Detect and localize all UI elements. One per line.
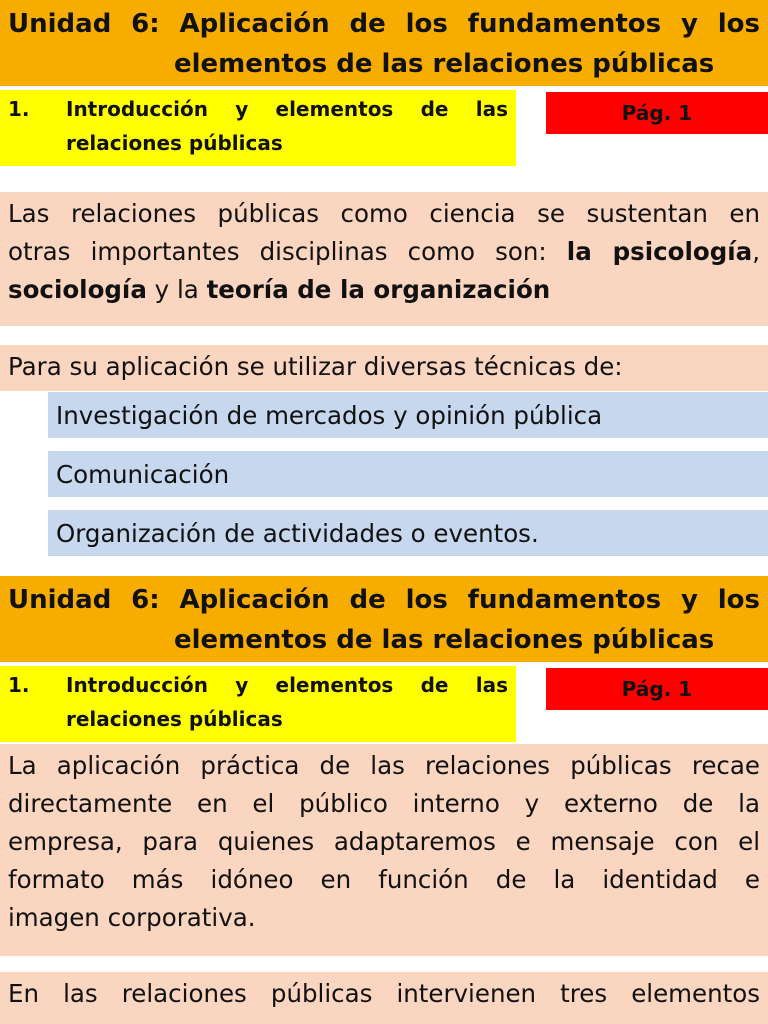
intro-line2-text: otras importantes disciplinas como son:	[8, 237, 567, 266]
technique-item: Organización de actividades o eventos.	[48, 510, 768, 556]
bold-psychology: la psicología	[566, 237, 753, 266]
elements-line: En las relaciones públicas intervienen tres elementos	[8, 979, 760, 1008]
section-heading	[0, 666, 516, 742]
intro-line3-text: y la	[146, 275, 207, 304]
unit-title-line1: Unidad 6: Aplicación de los fundamentos y los	[8, 9, 760, 39]
section-number: 1.	[8, 673, 30, 697]
application-line: formato más idóneo en función de la identidad e	[8, 865, 760, 894]
unit-header	[0, 0, 768, 86]
intro-line2-tail: ,	[752, 237, 760, 266]
application-line: empresa, para quienes adaptaremos e mensaje con el	[8, 827, 760, 856]
application-paragraph	[0, 744, 768, 956]
unit-title-line2: elementos de las relaciones públicas	[174, 625, 715, 655]
intro-line3	[8, 271, 760, 309]
application-line: La aplicación práctica de las relaciones públicas recae	[8, 751, 760, 780]
techniques-intro-text: Para su aplicación se utilizar diversas técnicas de:	[8, 352, 623, 381]
section-title-line1: Introducción y elementos de las	[66, 673, 508, 697]
section-title-line2: relaciones públicas	[66, 131, 283, 155]
technique-item: Investigación de mercados y opinión pública	[48, 392, 768, 438]
section-number: 1.	[8, 97, 30, 121]
page-badge: Pág. 1	[546, 92, 768, 134]
techniques-intro	[0, 345, 768, 391]
intro-line2	[8, 233, 760, 271]
unit-title-line1: Unidad 6: Aplicación de los fundamentos y los	[8, 585, 760, 615]
section-title-line2: relaciones públicas	[66, 707, 283, 731]
intro-paragraph	[0, 192, 768, 326]
unit-title-line2: elementos de las relaciones públicas	[174, 49, 715, 79]
section-title-line1: Introducción y elementos de las	[66, 97, 508, 121]
application-line: imagen corporativa.	[8, 903, 256, 932]
bold-organization-theory: teoría de la organización	[206, 275, 551, 304]
intro-line1: Las relaciones públicas como ciencia se sustentan en	[8, 199, 760, 228]
unit-header	[0, 576, 768, 662]
bold-sociology: sociología	[8, 275, 147, 304]
section-heading	[0, 90, 516, 166]
elements-paragraph	[0, 972, 768, 1024]
application-line: directamente en el público interno y externo de la	[8, 789, 760, 818]
page-badge: Pág. 1	[546, 668, 768, 710]
technique-item: Comunicación	[48, 451, 768, 497]
